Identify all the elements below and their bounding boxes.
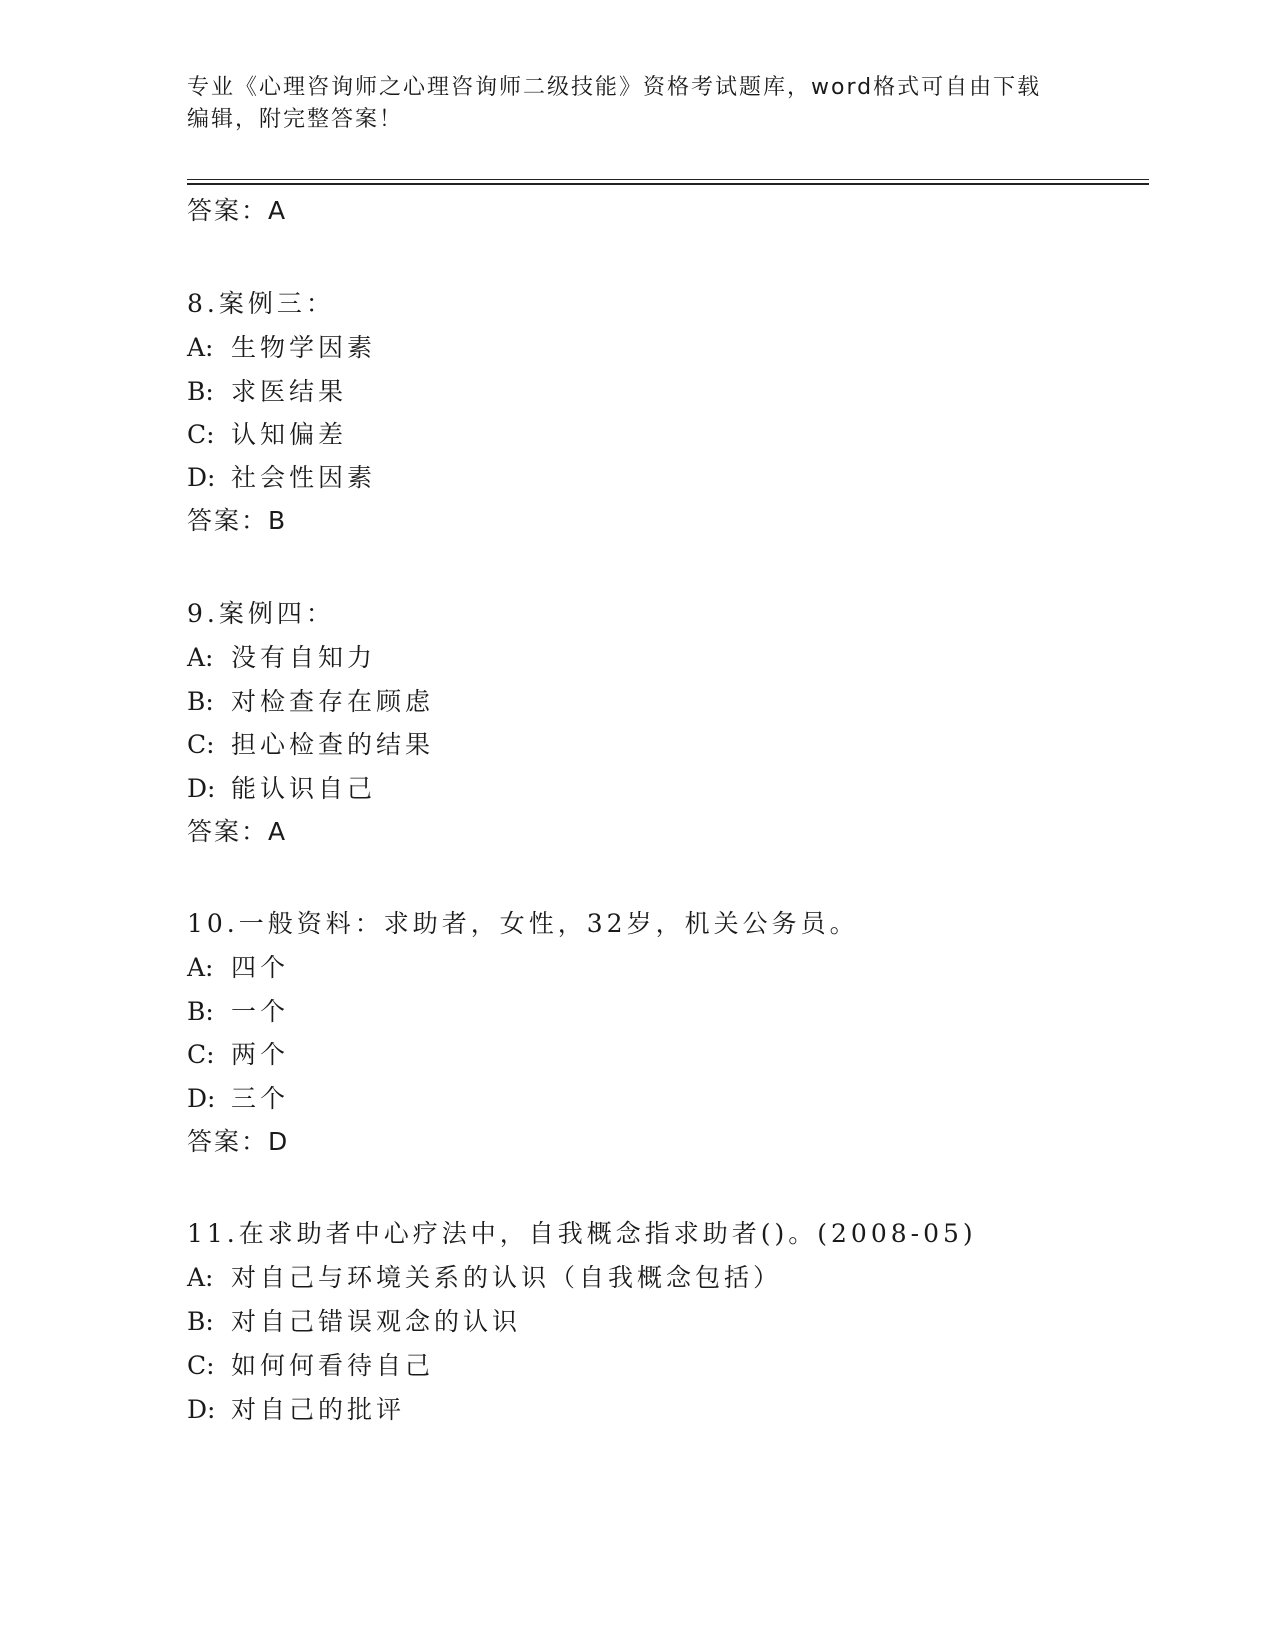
question-8-option-b: B: 求医结果 xyxy=(187,377,348,406)
question-10-option-a: A: 四个 xyxy=(187,953,290,982)
question-8-option-a: A: 生物学因素 xyxy=(187,333,377,362)
question-8-option-c: C: 认知偏差 xyxy=(187,420,348,449)
question-11-option-d: D: 对自己的批评 xyxy=(187,1395,406,1424)
question-10-stem: 10.一般资料：求助者，女性，32岁，机关公务员。 xyxy=(187,909,859,938)
question-10-option-b: B: 一个 xyxy=(187,997,290,1026)
question-9-option-c: C: 担心检查的结果 xyxy=(187,730,435,759)
question-11-option-c: C: 如何何看待自己 xyxy=(187,1351,435,1380)
answer-q10: 答案：D xyxy=(187,1127,290,1156)
question-11-stem: 11.在求助者中心疗法中，自我概念指求助者()。(2008-05) xyxy=(187,1219,977,1248)
header-divider-thin xyxy=(187,179,1149,180)
question-9-option-b: B: 对检查存在顾虑 xyxy=(187,687,435,716)
question-11-option-a: A: 对自己与环境关系的认识（自我概念包括） xyxy=(187,1263,783,1292)
question-9-stem: 9.案例四： xyxy=(187,599,335,628)
answer-q9: 答案：A xyxy=(187,817,288,846)
answer-q8: 答案：B xyxy=(187,506,288,535)
question-8-stem: 8.案例三： xyxy=(187,289,335,318)
header-divider-thick xyxy=(187,183,1149,185)
header-line-1: 专业《心理咨询师之心理咨询师二级技能》资格考试题库，word格式可自由下载 xyxy=(187,75,1042,100)
header-line-2: 编辑，附完整答案！ xyxy=(187,107,404,132)
document-header xyxy=(187,72,1067,136)
question-9-option-d: D: 能认识自己 xyxy=(187,774,377,803)
question-9-option-a: A: 没有自知力 xyxy=(187,643,377,672)
answer-q7: 答案：A xyxy=(187,196,288,225)
question-10-option-c: C: 两个 xyxy=(187,1040,290,1069)
question-10-option-d: D: 三个 xyxy=(187,1084,290,1113)
question-8-option-d: D: 社会性因素 xyxy=(187,463,377,492)
question-11-option-b: B: 对自己错误观念的认识 xyxy=(187,1307,522,1336)
